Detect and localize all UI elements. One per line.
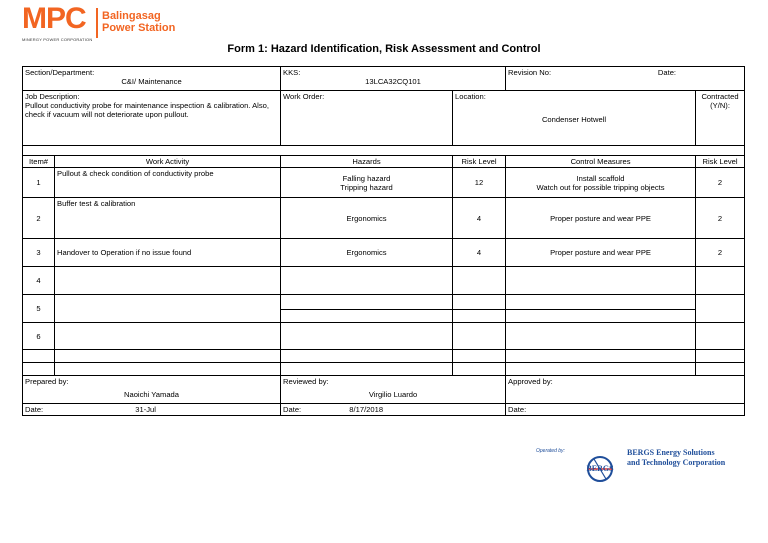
row-risk-level <box>453 295 506 323</box>
bergs-mark: BERGS <box>586 464 614 473</box>
revision-date-label: Date: <box>657 68 677 77</box>
row-item: 2 <box>23 198 55 239</box>
table-row <box>23 295 745 323</box>
blank-row <box>23 363 745 376</box>
station-name-line1: Balingasag <box>102 10 161 22</box>
row-hazards <box>281 267 453 295</box>
bergs-logo-icon <box>574 454 626 484</box>
section-value: C&I/ Maintenance <box>121 77 182 86</box>
location-value: Condenser Hotwell <box>541 115 607 124</box>
reviewed-by-name: Virgilio Luardo <box>368 390 418 399</box>
station-name-line2: Power Station <box>102 22 176 34</box>
prepared-date-cell <box>23 404 281 416</box>
location-cell <box>453 91 696 146</box>
row-item: 3 <box>23 239 55 267</box>
reviewed-date-cell <box>281 404 506 416</box>
row-control: Install scaffold Watch out for possible tripping objects <box>506 168 696 198</box>
job-description-cell <box>23 91 281 146</box>
col-hazards: Hazards <box>281 156 453 168</box>
revision-label: Revision No: <box>508 68 552 77</box>
col-work-activity: Work Activity <box>55 156 281 168</box>
row-risk-level: 4 <box>453 239 506 267</box>
row-activity <box>55 295 281 323</box>
row-risk-level-after: 2 <box>696 198 745 239</box>
reviewed-by-label: Reviewed by: <box>283 377 329 386</box>
row-item: 6 <box>23 323 55 350</box>
logo-divider <box>96 8 98 38</box>
kks-cell <box>281 67 506 91</box>
row-risk-level <box>453 267 506 295</box>
row-item: 1 <box>23 168 55 198</box>
row-risk-level-after: 2 <box>696 239 745 267</box>
row-risk-level: 12 <box>453 168 506 198</box>
row-activity: Handover to Operation if no issue found <box>55 239 281 267</box>
job-description-label: Job Description: <box>25 92 80 101</box>
row-activity <box>55 267 281 295</box>
approved-by-cell <box>506 376 745 404</box>
kks-label: KKS: <box>283 68 301 77</box>
col-risk-level: Risk Level <box>453 156 506 168</box>
prepared-date-label: Date: <box>25 405 44 414</box>
mpc-logo <box>22 2 192 44</box>
table-row <box>23 267 745 295</box>
table-row <box>23 323 745 350</box>
job-description-value: Pullout conductivity probe for maintenance inspection & calibration. Also, check if vacuum will not deteriorate upon pullout. <box>25 101 269 119</box>
prepared-date-value: 31-Jul <box>135 405 156 414</box>
reviewed-by-cell <box>281 376 506 404</box>
row-item: 5 <box>23 295 55 323</box>
row-risk-level-after <box>696 267 745 295</box>
kks-value: 13LCA32CQ101 <box>365 77 421 86</box>
location-label: Location: <box>455 92 486 101</box>
contracted-label: Contracted (Y/N): <box>701 92 739 110</box>
blank-row <box>23 350 745 363</box>
col-control-measures: Control Measures <box>506 156 696 168</box>
row-control: Proper posture and wear PPE <box>506 198 696 239</box>
approved-date-cell <box>506 404 745 416</box>
row-item: 4 <box>23 267 55 295</box>
row-hazards: Ergonomics <box>281 198 453 239</box>
hazard-form-table <box>22 66 745 416</box>
bergs-company-name <box>627 448 725 468</box>
reviewed-date-value: 8/17/2018 <box>349 405 384 414</box>
col-item: Item# <box>23 156 55 168</box>
row-risk-level-after: 2 <box>696 168 745 198</box>
section-label: Section/Department: <box>25 68 95 77</box>
form-title: Form 1: Hazard Identification, Risk Assessment and Control <box>227 43 541 55</box>
table-row <box>23 239 745 267</box>
row-control <box>506 323 696 350</box>
table-row <box>23 198 745 239</box>
prepared-by-label: Prepared by: <box>25 377 69 386</box>
work-order-cell <box>281 91 453 146</box>
contracted-cell <box>696 91 745 146</box>
revision-cell <box>506 67 745 91</box>
prepared-by-name: Naoichi Yamada <box>123 390 180 399</box>
bergs-company-line2: and Technology Corporation <box>627 458 726 467</box>
row-hazards <box>281 323 453 350</box>
prepared-by-cell <box>23 376 281 404</box>
row-risk-level-after <box>696 295 745 323</box>
row-hazards: Ergonomics <box>281 239 453 267</box>
approved-by-label: Approved by: <box>508 377 553 386</box>
table-row <box>23 168 745 198</box>
row-activity: Pullout & check condition of conductivity probe <box>55 168 281 198</box>
row-activity: Buffer test & calibration <box>55 198 281 239</box>
reviewed-date-label: Date: <box>283 405 302 414</box>
bergs-company-line1: BERGS Energy Solutions <box>627 448 715 457</box>
station-name <box>102 10 175 34</box>
row-control <box>506 295 696 323</box>
row-risk-level-after <box>696 323 745 350</box>
section-cell <box>23 67 281 91</box>
row-risk-level <box>453 323 506 350</box>
mpc-logo-subtitle: MINERGY POWER CORPORATION <box>22 37 93 42</box>
operated-by-label: Operated by: <box>536 448 565 454</box>
row-hazards: Falling hazard Tripping hazard <box>281 168 453 198</box>
mpc-logo-mark: MPC <box>22 2 86 35</box>
row-control: Proper posture and wear PPE <box>506 239 696 267</box>
spacer-row <box>23 146 745 156</box>
approved-date-label: Date: <box>508 405 527 414</box>
row-control <box>506 267 696 295</box>
row-activity <box>55 323 281 350</box>
col-risk-level-after: Risk Level <box>696 156 745 168</box>
work-order-label: Work Order: <box>283 92 325 101</box>
row-risk-level: 4 <box>453 198 506 239</box>
row-hazards <box>281 295 453 323</box>
